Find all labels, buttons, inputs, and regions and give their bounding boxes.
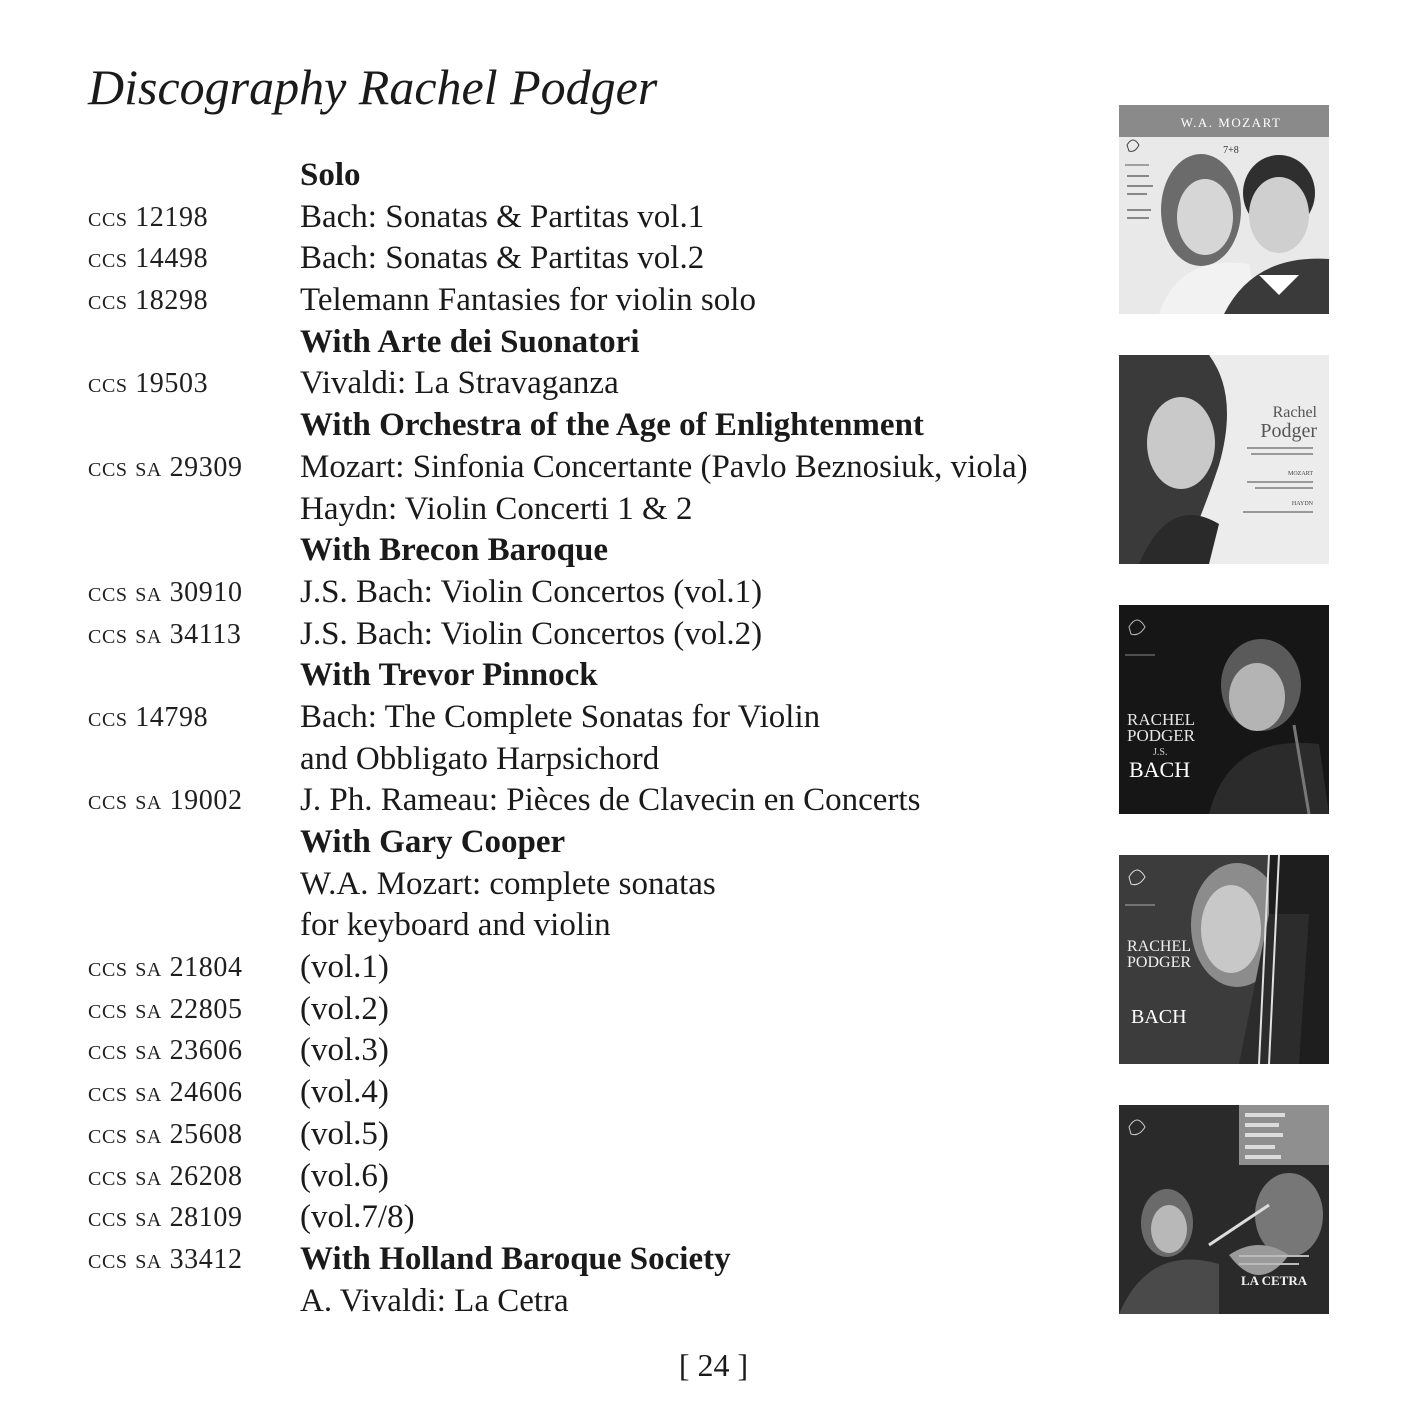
discography-row: [88, 322, 1098, 364]
discography-row: [88, 363, 1098, 405]
page-number: [ 24 ]: [678, 1347, 749, 1383]
discography-row: [88, 655, 1098, 697]
cover-3-line-3: J.S.: [1153, 747, 1168, 758]
discography-row: [88, 155, 1098, 197]
catalog-number: ccs sa 25608: [88, 1118, 243, 1150]
catalog-number: ccs 12198: [88, 201, 209, 233]
album-title: (vol.2): [300, 990, 389, 1027]
album-title: Telemann Fantasies for violin solo: [300, 282, 756, 319]
catalog-number: ccs sa 21804: [88, 952, 243, 984]
discography-row: [88, 822, 1098, 864]
cover-3-line-1: RACHEL: [1127, 710, 1195, 729]
catalog-number: ccs sa 24606: [88, 1077, 243, 1109]
cover-2-line-3: MOZART: [1288, 471, 1313, 477]
album-title: A. Vivaldi: La Cetra: [300, 1282, 569, 1319]
catalog-number: ccs sa 22805: [88, 993, 243, 1025]
album-title: (vol.3): [300, 1032, 389, 1069]
discography-row: [88, 739, 1098, 781]
catalog-number: ccs 14498: [88, 243, 209, 275]
album-title: (vol.1): [300, 949, 389, 986]
section-heading: With Holland Baroque Society: [300, 1240, 731, 1277]
discography-row: [88, 489, 1098, 531]
album-title: Bach: The Complete Sonatas for Violin: [300, 698, 821, 735]
album-title: J.S. Bach: Violin Concertos (vol.1): [300, 573, 763, 610]
discography-row: [88, 1114, 1098, 1156]
mozart-sonatas-cover: [1119, 105, 1329, 314]
discography-row: [88, 447, 1098, 489]
discography-row: [88, 238, 1098, 280]
album-title: J.S. Bach: Violin Concertos (vol.2): [300, 615, 763, 652]
album-title: W.A. Mozart: complete sonatas: [300, 865, 716, 902]
album-title: (vol.7/8): [300, 1199, 415, 1236]
catalog-number: ccs sa 23606: [88, 1035, 243, 1067]
album-title: for keyboard and violin: [300, 907, 611, 944]
catalog-number: ccs sa 34113: [88, 618, 242, 650]
discography-row: [88, 572, 1098, 614]
catalog-number: ccs 14798: [88, 701, 209, 733]
discography-row: [88, 1156, 1098, 1198]
portrait-woman-icon: [1119, 355, 1227, 564]
discography-row: [88, 280, 1098, 322]
cover-2-line-1: Rachel: [1272, 404, 1317, 421]
cover-5-line-1: LA CETRA: [1241, 1273, 1308, 1288]
mozart-haydn-cover: [1119, 355, 1329, 564]
catalog-number: ccs sa 19002: [88, 785, 243, 817]
album-title: (vol.6): [300, 1157, 389, 1194]
discography-row: [88, 530, 1098, 572]
album-title: (vol.5): [300, 1115, 389, 1152]
cover-4-line-1: RACHEL: [1127, 938, 1191, 955]
discography-row: [88, 1281, 1098, 1323]
discography-row: [88, 1030, 1098, 1072]
discography-row: [88, 947, 1098, 989]
album-title: Vivaldi: La Stravaganza: [300, 365, 619, 402]
discography-row: [88, 697, 1098, 739]
cover-2-line-2: Podger: [1260, 420, 1317, 442]
cover-2-line-4: HAYDN: [1291, 501, 1313, 507]
discography-row: [88, 1239, 1098, 1281]
section-heading: Solo: [300, 157, 361, 193]
cover-4-line-3: BACH: [1131, 1006, 1187, 1028]
section-heading: With Brecon Baroque: [300, 532, 609, 569]
discography-row: [88, 989, 1098, 1031]
discography-list: [88, 155, 1098, 1322]
album-title: J. Ph. Rameau: Pièces de Clavecin en Concerts: [300, 782, 921, 819]
cover-1-line-1: W.A. MOZART: [1180, 115, 1282, 130]
section-heading: With Gary Cooper: [300, 824, 566, 860]
discography-row: [88, 405, 1098, 447]
cover-4-line-2: PODGER: [1127, 954, 1192, 971]
bach-concertos-cover: [1119, 855, 1329, 1064]
discography-row: [88, 905, 1098, 947]
catalog-number: ccs 18298: [88, 285, 209, 317]
cover-1-line-2: 7+8: [1223, 145, 1239, 156]
discography-row: [88, 780, 1098, 822]
album-title: Bach: Sonatas & Partitas vol.1: [300, 198, 705, 235]
catalog-number: ccs sa 26208: [88, 1160, 243, 1192]
catalog-number: ccs 19503: [88, 368, 209, 400]
discography-row: [88, 197, 1098, 239]
album-title: Bach: Sonatas & Partitas vol.2: [300, 240, 705, 277]
album-title: and Obbligato Harpsichord: [300, 740, 660, 777]
discography-row: [88, 864, 1098, 906]
album-title: (vol.4): [300, 1074, 389, 1111]
cover-3-line-2: PODGER: [1127, 726, 1196, 745]
cover-3-line-4: BACH: [1129, 757, 1191, 782]
discography-row: [88, 1072, 1098, 1114]
section-heading: With Arte dei Suonatori: [300, 323, 640, 360]
album-title: Haydn: Violin Concerti 1 & 2: [300, 490, 693, 527]
section-heading: With Orchestra of the Age of Enlightenment: [300, 407, 924, 444]
page-title: Discography Rachel Podger: [88, 59, 658, 115]
section-heading: With Trevor Pinnock: [300, 657, 598, 694]
vivaldi-la-cetra-cover: [1119, 1105, 1329, 1314]
discography-row: [88, 1197, 1098, 1239]
catalog-number: ccs sa 30910: [88, 576, 243, 608]
catalog-number: ccs sa 33412: [88, 1243, 243, 1275]
discography-row: [88, 614, 1098, 656]
album-title: Mozart: Sinfonia Concertante (Pavlo Beznosiuk, viola): [300, 448, 1028, 485]
catalog-number: ccs sa 29309: [88, 451, 243, 483]
bach-violin-harpsichord-cover: [1119, 605, 1329, 814]
catalog-number: ccs sa 28109: [88, 1202, 243, 1234]
